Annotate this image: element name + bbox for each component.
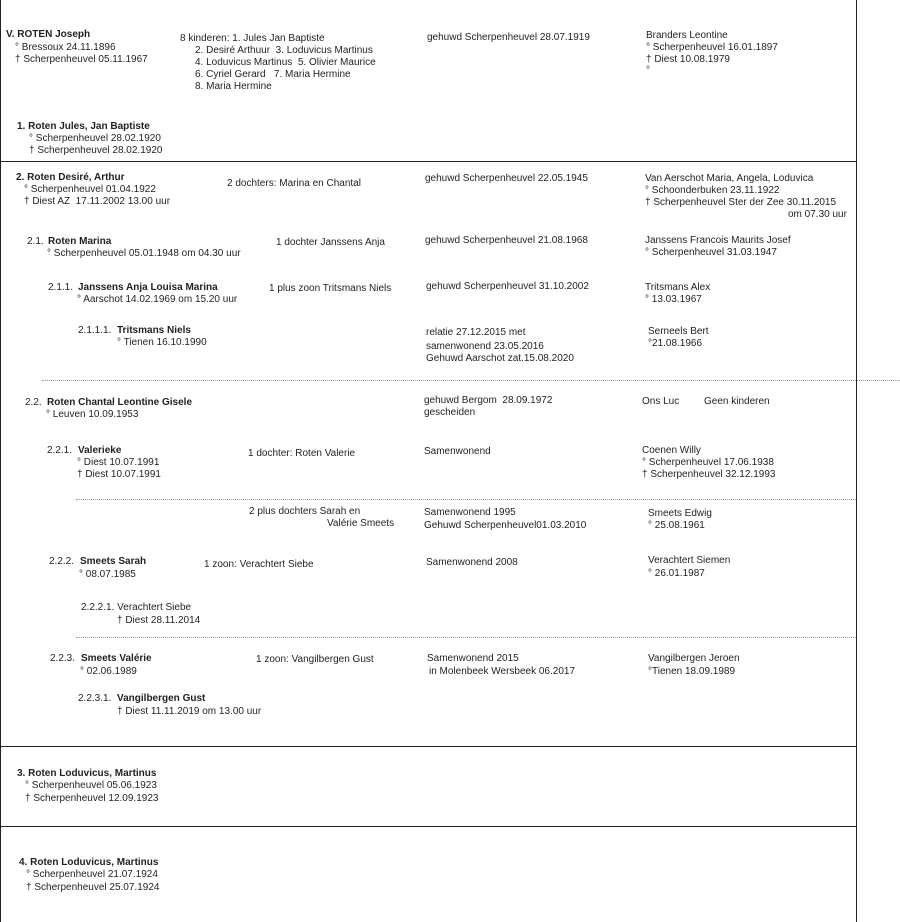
children-list: 1 dochter: Roten Valerie [248,448,356,459]
spouse-birth: ° Scherpenheuvel 16.01.1897 [646,42,778,53]
death-info: † Scherpenheuvel 25.07.1924 [26,882,160,893]
spouse-name: Verachtert Siemen [648,555,731,566]
marriage-info: Samenwonend [424,446,491,457]
birth-info: ° Bressoux 24.11.1896 [15,42,116,53]
children-list: 2 plus dochters Sarah en [249,506,361,517]
spouse-name: Ons Luc [642,396,680,407]
marriage-info: in Molenbeek Wersbeek 06.2017 [429,666,576,677]
marriage-info: gehuwd Scherpenheuvel 31.10.2002 [426,281,589,292]
children-list: 1 zoon: Vangilbergen Gust [256,654,374,665]
children-list: Valérie Smeets [327,518,395,529]
note: Geen kinderen [704,396,770,407]
children-list: 6. Cyriel Gerard 7. Maria Hermine [195,69,351,80]
dotted-divider-2 [76,499,856,500]
death-info: † Diest 10.07.1991 [77,469,161,480]
person-number: 2.2.3. [50,653,76,664]
spouse-name: Smeets Edwig [648,508,712,519]
person-number: 2.1.1.1. [78,325,112,336]
children-list: 2 dochters: Marina en Chantal [227,178,361,189]
person-name: 2.2.2.1. Verachtert Siebe [81,602,192,613]
spouse-name: Janssens Francois Maurits Josef [645,235,791,246]
person-number: 2.2. [25,397,42,408]
section-divider-1 [0,161,857,162]
person-name: Janssens Anja Louisa Marina [78,282,218,293]
spouse-name: Van Aerschot Maria, Angela, Loduvica [645,173,814,184]
person-number: 2.2.2. [49,556,75,567]
birth-info: ° Scherpenheuvel 21.07.1924 [26,869,158,880]
spouse-name: Vangilbergen Jeroen [648,653,740,664]
spouse-name: Tritsmans Alex [645,282,711,293]
spouse-extra: ° [646,65,650,76]
children-list: 1 zoon: Verachtert Siebe [204,559,314,570]
death-info: † Diest 28.11.2014 [117,615,201,626]
spouse-birth: °Tienen 18.09.1989 [648,666,736,677]
birth-info: ° Tienen 16.10.1990 [117,337,207,348]
page-border-right [856,0,857,922]
marriage-info: Gehuwd Aarschot zat.15.08.2020 [426,353,574,364]
marriage-info: gescheiden [424,407,476,418]
section-divider-3 [0,826,857,827]
person-name: Tritsmans Niels [117,325,191,336]
birth-info: ° 08.07.1985 [79,569,136,580]
person-name: 1. Roten Jules, Jan Baptiste [17,121,150,132]
marriage-info: Samenwonend 2015 [427,653,519,664]
marriage-info: relatie 27.12.2015 met [426,327,526,338]
spouse-death: † Diest 10.08.1979 [646,54,730,65]
spouse-birth: ° Scherpenheuvel 31.03.1947 [645,247,777,258]
children-list: 4. Loduvicus Martinus 5. Olivier Maurice [195,57,376,68]
spouse-name: Branders Leontine [646,30,728,41]
marriage-info: Samenwonend 1995 [424,507,516,518]
marriage-info: gehuwd Scherpenheuvel 21.08.1968 [425,235,588,246]
birth-info: ° Scherpenheuvel 05.06.1923 [25,780,157,791]
spouse-birth: ° Scherpenheuvel 17.06.1938 [642,457,774,468]
person-name: Vangilbergen Gust [117,693,206,704]
children-list: 8 kinderen: 1. Jules Jan Baptiste [180,33,325,44]
person-name: Valerieke [78,445,122,456]
death-info: † Scherpenheuvel 12.09.1923 [25,793,159,804]
marriage-info: samenwonend 23.05.2016 [426,341,544,352]
person-name: 4. Roten Loduvicus, Martinus [19,857,159,868]
person-name: 2. Roten Desiré, Arthur [16,172,125,183]
spouse-death: † Scherpenheuvel 32.12.1993 [642,469,776,480]
children-list: 2. Desiré Arthuur 3. Loduvicus Martinus [195,45,373,56]
spouse-birth: °21.08.1966 [648,338,703,349]
spouse-birth: ° Schoonderbuken 23.11.1922 [645,185,780,196]
person-number: 2.2.3.1. [78,693,112,704]
children-list: 1 dochter Janssens Anja [276,237,385,248]
dotted-divider-3 [76,637,856,638]
spouse-birth: ° 13.03.1967 [645,294,702,305]
birth-info: ° 02.06.1989 [80,666,137,677]
birth-info: ° Scherpenheuvel 28.02.1920 [29,133,161,144]
children-list: 8. Maria Hermine [195,81,272,92]
spouse-name: Coenen Willy [642,445,701,456]
spouse-birth: ° 26.01.1987 [648,568,705,579]
person-name: 3. Roten Loduvicus, Martinus [17,768,157,779]
section-divider-2 [0,746,857,747]
spouse-birth: ° 25.08.1961 [648,520,705,531]
spouse-name: Serneels Bert [648,326,709,337]
marriage-info: gehuwd Scherpenheuvel 28.07.1919 [427,32,590,43]
person-name: Roten Marina [48,236,112,247]
person-name: Smeets Sarah [80,556,147,567]
marriage-info: Samenwonend 2008 [426,557,518,568]
birth-info: ° Diest 10.07.1991 [77,457,160,468]
page-border-left [0,0,1,922]
marriage-info: Gehuwd Scherpenheuvel01.03.2010 [424,520,587,531]
death-info: † Diest AZ 17.11.2002 13.00 uur [24,196,171,207]
birth-info: ° Scherpenheuvel 05.01.1948 om 04.30 uur [47,248,241,259]
marriage-info: gehuwd Scherpenheuvel 22.05.1945 [425,173,588,184]
person-number: 2.2.1. [47,445,73,456]
person-number: 2.1. [27,236,44,247]
children-list: 1 plus zoon Tritsmans Niels [269,283,392,294]
spouse-extra: om 07.30 uur [788,209,847,220]
person-name: Roten Chantal Leontine Gisele [47,397,193,408]
marriage-info: gehuwd Bergom 28.09.1972 [424,395,553,406]
death-info: † Scherpenheuvel 28.02.1920 [29,145,163,156]
death-info: † Diest 11.11.2019 om 13.00 uur [117,706,262,717]
birth-info: ° Scherpenheuvel 01.04.1922 [24,184,156,195]
person-name: V. ROTEN Joseph [6,29,91,40]
death-info: † Scherpenheuvel 05.11.1967 [15,54,148,65]
birth-info: ° Aarschot 14.02.1969 om 15.20 uur [77,294,238,305]
birth-info: ° Leuven 10.09.1953 [46,409,139,420]
person-name: Smeets Valérie [81,653,152,664]
person-number: 2.1.1. [48,282,74,293]
spouse-death: † Scherpenheuvel Ster der Zee 30.11.2015 [645,197,837,208]
dotted-divider-1 [42,380,900,381]
